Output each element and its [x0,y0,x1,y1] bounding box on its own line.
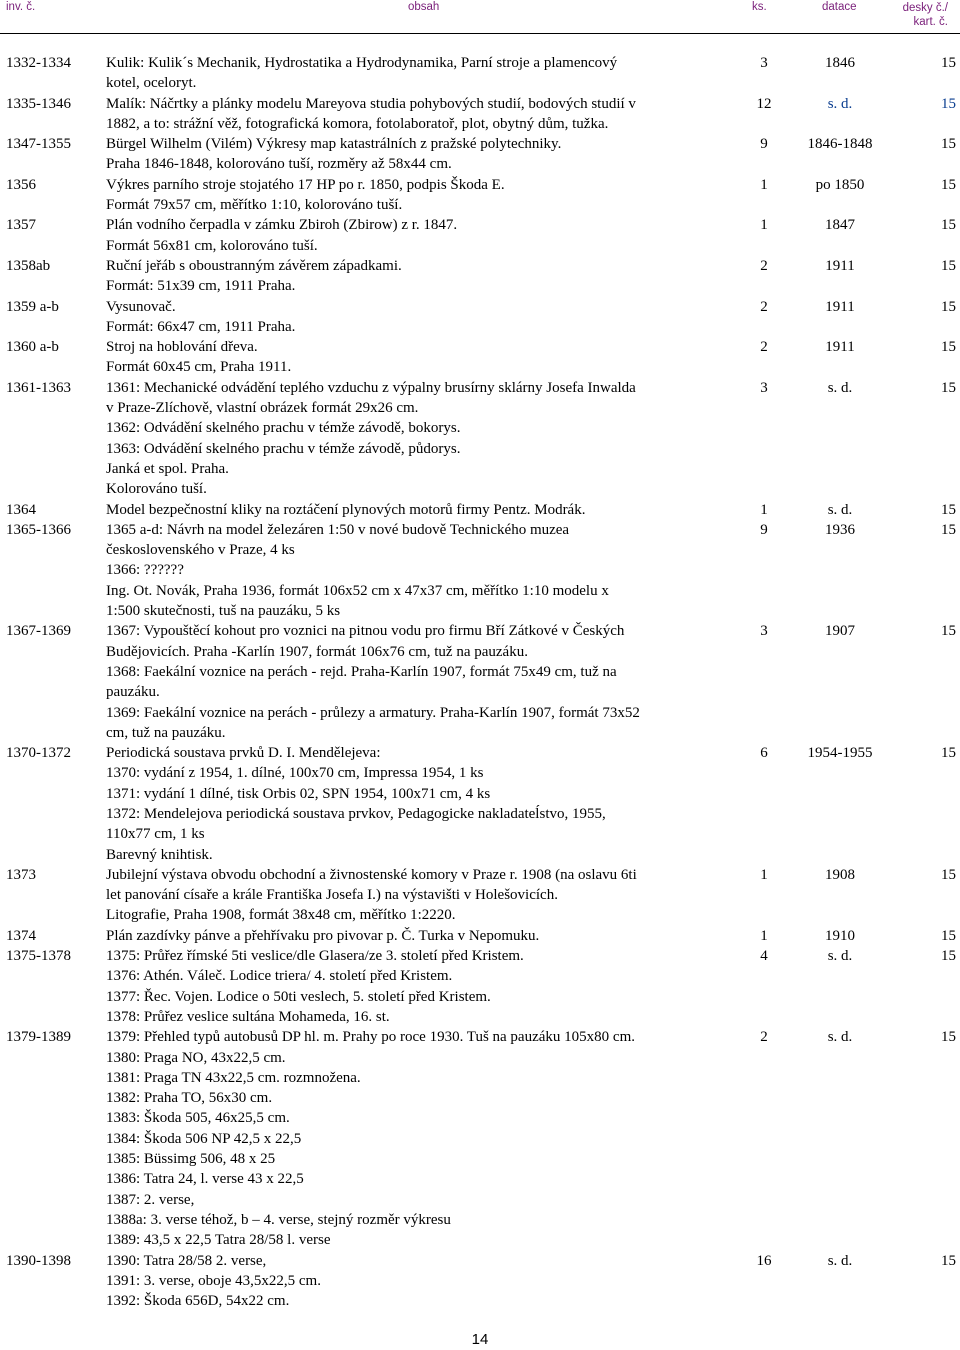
description-line: 1372: Mendelejova periodická soustava prvkov, Pedagogicke nakladateĺstvo, 1955, [106,805,606,822]
description-line: kotel, oceloryt. [106,75,197,92]
description-line: 1389: 43,5 x 22,5 Tatra 28/58 l. verse [106,1232,331,1249]
description-line: 1386: Tatra 24, l. verse 43 x 22,5 [106,1171,304,1188]
table-row [0,297,960,338]
count: 3 [760,379,768,396]
description-line: Formát: 51x39 cm, 1911 Praha. [106,278,296,295]
table-row [0,520,960,621]
description-line: 1367: Vypouštěcí kohout pro voznici na pitnou vodu pro firmu Bří Zátkové v Českých [106,623,625,640]
inv-number: 1356 [6,176,36,193]
dating: 1907 [825,623,855,640]
box-number: 15 [941,866,956,883]
description-line: československého v Praze, 4 ks [106,542,295,559]
description-line: Janká et spol. Praha. [106,460,229,477]
box-number: 15 [941,927,956,944]
inv-number: 1361-1363 [6,379,71,396]
description-line: 1387: 2. verse, [106,1191,195,1208]
description [106,621,730,743]
header-obsah: obsah [408,1,440,13]
dating: s. d. [827,379,853,396]
table-row [0,926,960,946]
box-number: 15 [941,745,956,762]
box-number: 15 [941,339,956,356]
description-line: Jubilejní výstava obvodu obchodní a živnostenské komory v Praze r. 1908 (na oslavu 6ti [106,866,637,883]
description-line: Kolorováno tuší. [106,481,207,498]
table-row [0,134,960,175]
description-line: Barevný knihtisk. [106,846,213,863]
dating: po 1850 [815,176,865,193]
dating: 1846-1848 [807,136,873,153]
table-row [0,1251,960,1312]
count: 2 [760,257,768,274]
count: 1 [760,866,768,883]
page-number: 14 [471,1331,489,1348]
box-number: 15 [941,298,956,315]
description-line: 1383: Škoda 505, 46x25,5 cm. [106,1110,290,1127]
description-line: 1375: Průřez římské 5ti veslice/dle Glasera/ze 3. století před Kristem. [106,948,524,965]
description-line: 1391: 3. verse, oboje 43,5x22,5 cm. [106,1272,321,1289]
description-line: Formát 60x45 cm, Praha 1911. [106,359,292,376]
header-desky [903,1,948,29]
table-row [0,53,960,94]
description-line: 1385: Büssimg 506, 48 x 25 [106,1151,276,1168]
dating: s. d. [827,1029,853,1046]
inv-number: 1365-1366 [6,521,71,538]
description-line: Malík: Náčrtky a plánky modelu Mareyova studia pohybových studií, bodových studií v [106,95,636,112]
inv-number: 1357 [6,217,36,234]
description [106,1251,730,1312]
dating: 1847 [825,217,855,234]
table-row [0,215,960,256]
count: 2 [760,339,768,356]
box-number: 15 [941,1252,956,1269]
dating: 1908 [825,866,855,883]
count: 2 [760,298,768,315]
description-line: Ruční jeřáb s oboustranným závěrem západkami. [106,257,402,274]
description-line: 1382: Praha TO, 56x30 cm. [106,1090,273,1107]
description-line: 1377: Řec. Vojen. Lodice o 50ti veslech, 5. století před Kristem. [106,988,491,1005]
description-line: 1388a: 3. verse téhož, b – 4. verse, stejný rozměr výkresu [106,1211,451,1228]
description-line: 1371: vydání 1 dílné, tisk Orbis 02, SPN 1954, 100x71 cm, 4 ks [106,785,491,802]
dating: 1936 [825,521,855,538]
inv-number: 1360 a-b [6,339,59,356]
dating: 1846 [825,55,855,71]
description-line: 1363: Odvádění skelného prachu v témže závodě, půdorys. [106,440,461,457]
count: 12 [756,95,772,112]
description-line: Budějovicích. Praha -Karlín 1907, formát 106x76 cm, tuž na pauzáku. [106,643,528,660]
table-row [0,256,960,297]
inv-number: 1364 [6,501,36,518]
description-line: 1365 a-d: Návrh na model železáren 1:50 v nové budově Technického muzea [106,521,570,538]
inv-number: 1347-1355 [6,136,71,153]
header-ks: ks. [752,1,767,13]
inv-number: 1379-1389 [6,1029,71,1046]
count: 4 [760,948,768,965]
description [106,1027,730,1250]
description [106,520,730,621]
count: 9 [760,136,768,153]
inv-number: 1335-1346 [6,95,71,112]
dating: 1911 [825,298,855,315]
table-row [0,946,960,1027]
inv-number: 1374 [6,927,36,944]
count: 1 [760,217,768,234]
table-row [0,1027,960,1250]
description [106,215,730,256]
page-header [0,0,960,32]
box-number: 15 [941,95,956,112]
box-number: 15 [941,136,956,153]
description [106,926,730,946]
description-line: v Praze-Zlíchově, vlastní obrázek formát 29x26 cm. [106,400,419,417]
description [106,865,730,926]
description-line: 110x77 cm, 1 ks [106,826,205,843]
description [106,53,730,94]
description [106,175,730,216]
description-line: 1381: Praga TN 43x22,5 cm. rozmnožena. [106,1069,361,1086]
description-line: 1384: Škoda 506 NP 42,5 x 22,5 [106,1130,302,1147]
inv-number: 1359 a-b [6,298,59,315]
description-line: Litografie, Praha 1908, formát 38x48 cm, měřítko 1:2220. [106,907,456,924]
description-line: 1:500 skutečnosti, tuš na pauzáku, 5 ks [106,603,341,620]
description [106,946,730,1027]
description [106,256,730,297]
description [106,134,730,175]
count: 1 [760,501,768,518]
box-number: 15 [941,1029,956,1046]
box-number: 15 [941,521,956,538]
inv-number: 1370-1372 [6,745,71,762]
table-row [0,743,960,865]
dating: 1910 [825,927,855,944]
box-number: 15 [941,948,956,965]
description-line: 1378: Průřez veslice sultána Mohameda, 16. st. [106,1008,390,1025]
count: 6 [760,745,768,762]
description-line: Výkres parního stroje stojatého 17 HP po r. 1850, podpis Škoda E. [106,176,505,193]
description-line: cm, tuž na pauzáku. [106,724,226,741]
header-datace: datace [822,1,857,13]
table-row [0,621,960,743]
description [106,94,730,135]
box-number: 15 [941,379,956,396]
description-line: let panování císaře a krále Františka Josefa I.) na výstavišti v Holešovicích. [106,887,558,904]
inv-number: 1373 [6,866,36,883]
description-line: Kulik: Kulik´s Mechanik, Hydrostatika a Hydrodynamika, Parní stroje a plamencový [106,55,618,71]
count: 1 [760,176,768,193]
description-line: 1379: Přehled typů autobusů DP hl. m. Prahy po roce 1930. Tuš na pauzáku 105x80 cm. [106,1029,635,1046]
dating: s. d. [827,1252,853,1269]
description-line: 1392: Škoda 656D, 54x22 cm. [106,1293,290,1310]
box-number: 15 [941,55,956,71]
header-desky-line1: desky č./ [902,2,948,14]
count: 2 [760,1029,768,1046]
dating: 1911 [825,339,855,356]
description-line: Plán zazdívky pánve a přehřívaku pro pivovar p. Č. Turka v Nepomuku. [106,927,540,944]
inv-number: 1390-1398 [6,1252,71,1269]
inv-number: 1375-1378 [6,948,71,965]
description-line: 1380: Praga NO, 43x22,5 cm. [106,1049,286,1066]
inv-number: 1332-1334 [6,55,71,71]
description-line: 1882, a to: strážní věž, fotografická komora, fotolaboratoř, plot, obytný dům, tužka. [106,115,609,132]
box-number: 15 [941,501,956,518]
description-line: Vysunovač. [106,298,176,315]
table-row [0,378,960,500]
description-line: Formát: 66x47 cm, 1911 Praha. [106,318,296,335]
description-line: Plán vodního čerpadla v zámku Zbiroh (Zbirow) z r. 1847. [106,217,458,234]
table-row [0,337,960,378]
description-line: 1370: vydání z 1954, 1. dílné, 100x70 cm, Impressa 1954, 1 ks [106,765,484,782]
dating: s. d. [827,948,853,965]
description-line: 1390: Tatra 28/58 2. verse, [106,1252,267,1269]
description-line: Praha 1846-1848, kolorováno tuší, rozměry až 58x44 cm. [106,156,452,173]
description [106,297,730,338]
description-line: pauzáku. [106,684,160,701]
header-inv: inv. č. [6,1,36,13]
table-row [0,500,960,520]
dating: s. d. [827,501,853,518]
inv-number: 1367-1369 [6,623,71,640]
description-line: 1366: ?????? [106,562,184,579]
catalog-list [0,53,960,1311]
description-line: Formát 56x81 cm, kolorováno tuší. [106,237,318,254]
description-line: Bürgel Wilhelm (Vilém) Výkresy map katastrálních z pražské polytechniky. [106,136,562,153]
description-line: 1368: Faekální voznice na perách - rejd. Praha-Karlín 1907, formát 75x49 cm, tuž na [106,663,617,680]
dating: s. d. [827,95,853,112]
description-line: Ing. Ot. Novák, Praha 1936, formát 106x52 cm x 47x37 cm, měřítko 1:10 modelu x [106,582,609,599]
description-line: Stroj na hoblování dřeva. [106,339,258,356]
box-number: 15 [941,176,956,193]
description-line: 1362: Odvádění skelného prachu v témže závodě, bokorys. [106,420,461,437]
box-number: 15 [941,217,956,234]
dating: 1954-1955 [807,745,873,762]
inv-number: 1358ab [6,257,51,274]
header-desky-line2: kart. č. [913,16,948,28]
count: 1 [760,927,768,944]
count: 9 [760,521,768,538]
count: 16 [756,1252,772,1269]
description-line: 1369: Faekální voznice na perách - průlezy a armatury. Praha-Karlín 1907, formát 73x52 [106,704,640,721]
table-row [0,865,960,926]
count: 3 [760,623,768,640]
count: 3 [760,55,768,71]
description-line: 1376: Athén. Váleč. Lodice triera/ 4. století před Kristem. [106,968,453,985]
table-row [0,94,960,135]
description [106,337,730,378]
description [106,500,730,520]
description-line: 1361: Mechanické odvádění teplého vzduchu z výpalny brusírny sklárny Josefa Inwalda [106,379,636,396]
header-rule [0,33,960,34]
description [106,378,730,500]
description-line: Formát 79x57 cm, měřítko 1:10, kolorováno tuší. [106,197,403,214]
box-number: 15 [941,623,956,640]
table-row [0,175,960,216]
description-line: Periodická soustava prvků D. I. Mendělejeva: [106,745,381,762]
box-number: 15 [941,257,956,274]
description-line: Model bezpečnostní kliky na roztáčení plynových motorů firmy Pentz. Modrák. [106,501,586,518]
description [106,743,730,865]
dating: 1911 [825,257,855,274]
